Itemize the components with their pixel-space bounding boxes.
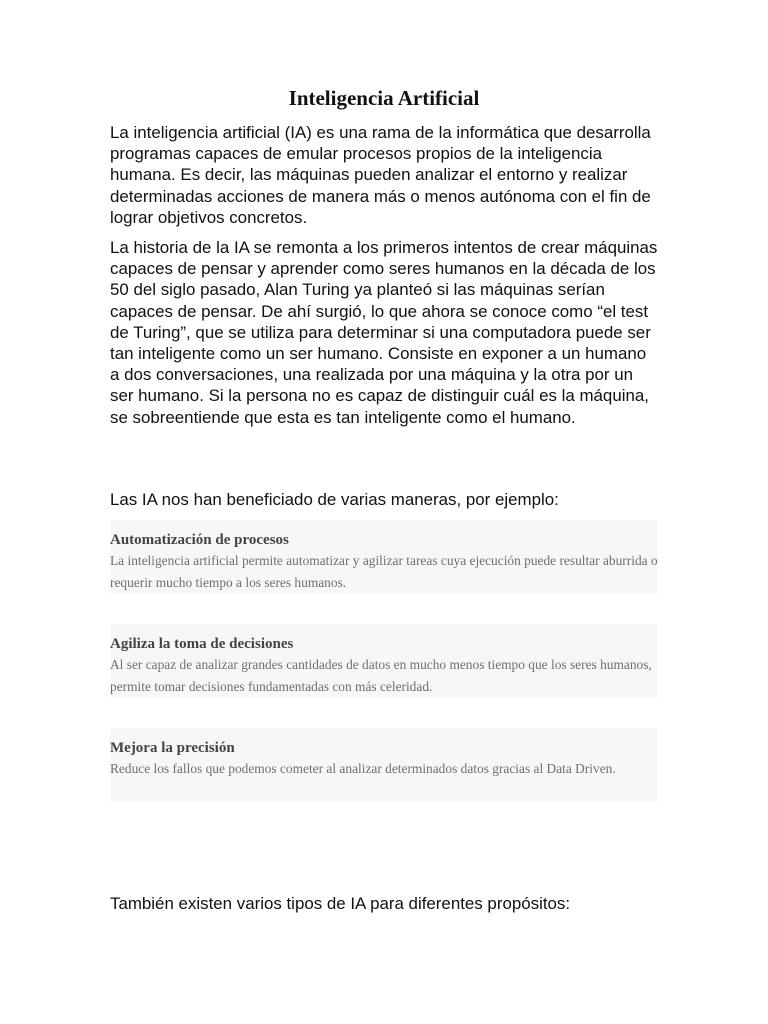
benefit-title: Automatización de procesos [110, 532, 289, 548]
benefit-text: Al ser capaz de analizar grandes cantidades de datos en mucho menos tiempo que los seres humanos, permite tomar decisiones fundamentadas con más celeridad. [110, 657, 652, 694]
history-paragraph: La historia de la IA se remonta a los primeros intentos de crear máquinas capaces de pensar y aprender como seres humanos en la década de los 50 del siglo pasado, Alan Turing ya planteó si las máquinas serían capaces de pensar. De ahí surgió, lo que ahora se conoce como “el test de Turing”, que se utiliza para determinar si una computadora puede ser tan inteligente como un ser humano. Consiste en exponer a un humano a dos conversaciones, una realizada por una máquina y la otra por un ser humano. Si la persona no es capaz de distinguir cuál es la máquina, se sobreentiende que esta es tan inteligente como el humano. [110, 238, 658, 427]
types-intro-paragraph: También existen varios tipos de IA para diferentes propósitos: [110, 894, 571, 913]
intro-paragraph: La inteligencia artificial (IA) es una rama de la informática que desarrolla programas capaces de emular procesos propios de la inteligencia humana. Es decir, las máquinas pueden analizar el entorno y realizar determinadas acciones de manera más o menos autónoma con el fin de lograr objetivos concretos. [110, 123, 651, 227]
document-title: Inteligencia Artificial [288, 86, 480, 110]
benefit-card [110, 728, 658, 802]
benefit-text: Reduce los fallos que podemos cometer al analizar determinados datos gracias al Data Driven. [110, 761, 616, 776]
benefit-card [110, 624, 658, 698]
benefit-title: Mejora la precisión [110, 740, 235, 756]
benefits-intro-paragraph: Las IA nos han beneficiado de varias maneras, por ejemplo: [110, 490, 559, 509]
benefit-card [110, 520, 658, 594]
benefit-title: Agiliza la toma de decisiones [110, 636, 294, 652]
benefit-text: La inteligencia artificial permite automatizar y agilizar tareas cuya ejecución puede resultar aburrida o requerir mucho tiempo a los seres humanos. [110, 553, 658, 590]
